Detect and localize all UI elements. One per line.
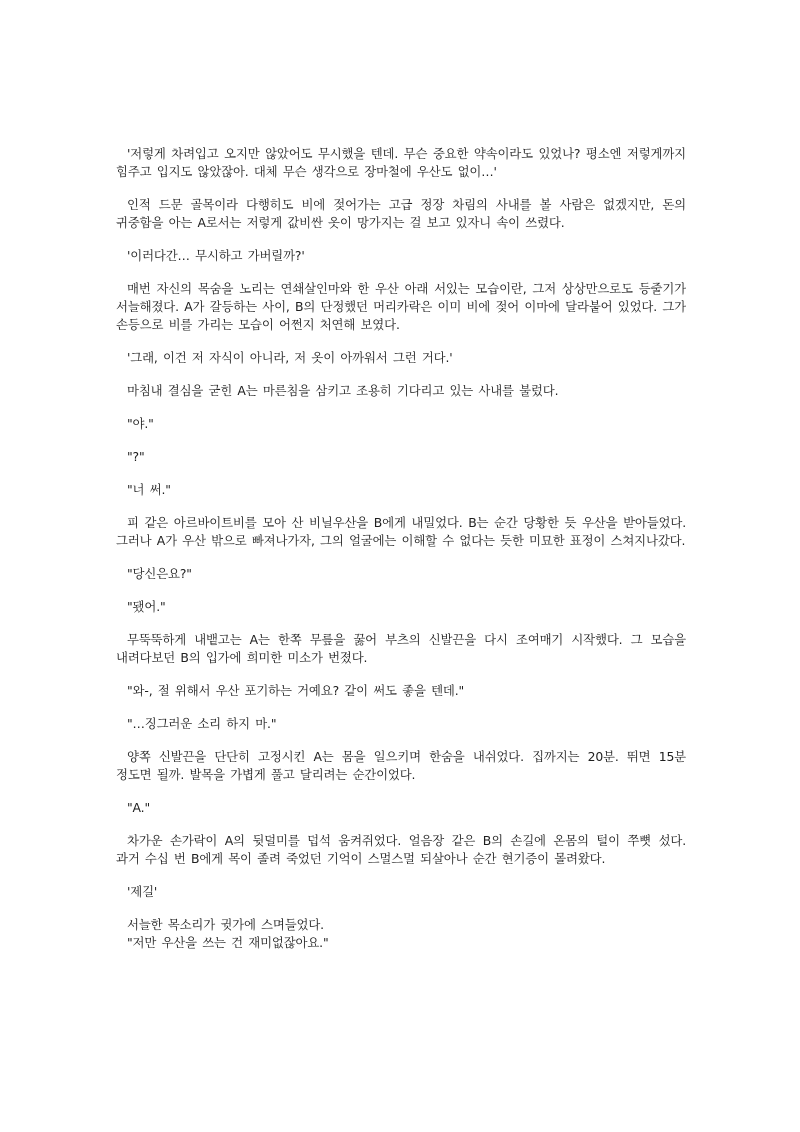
- paragraph-2: 인적 드문 골목이라 다행히도 비에 젖어가는 고급 정장 차림의 사내를 볼 사람은 없겠지만, 돈의 귀중함을 아는 A로서는 저렇게 값비싼 옷이 망가지는 걸 보고 있자니 속이 쓰렸다.: [116, 197, 686, 230]
- paragraph-7: "야.": [127, 416, 154, 431]
- paragraph-8: "?": [127, 449, 145, 464]
- paragraph-10: 피 같은 아르바이트비를 모아 산 비닐우산을 B에게 내밀었다. B는 순간 당황한 듯 우산을 받아들었다. 그러나 A가 우산 밖으로 빠져나가자, 그의 얼굴에는 이해할 수 없다는 듯한 미묘한 표정이 스쳐지나갔다.: [116, 515, 686, 548]
- paragraph-15: "…징그러운 소리 하지 마.": [127, 716, 277, 731]
- paragraph-17: "A.": [127, 800, 150, 815]
- paragraph-1: '저렇게 차려입고 오지만 않았어도 무시했을 텐데. 무슨 중요한 약속이라도 있었나? 평소엔 저렇게까지 힘주고 입지도 않았잖아. 대체 무슨 생각으로 장마철에 우산도 없이…': [116, 146, 686, 179]
- paragraph-14: "와-, 절 위해서 우산 포기하는 거예요? 같이 써도 좋을 텐데.": [127, 683, 465, 698]
- paragraph-5: '그래, 이건 저 자식이 아니라, 저 옷이 아까워서 그런 거다.': [127, 350, 453, 365]
- paragraph-19: '제길': [127, 884, 158, 899]
- paragraph-3: '이러다간… 무시하고 가버릴까?': [127, 248, 305, 263]
- paragraph-16: 양쪽 신발끈을 단단히 고정시킨 A는 몸을 일으키며 한숨을 내쉬었다. 집까지는 20분. 뛰면 15분 정도면 될까. 발목을 가볍게 풀고 달리려는 순간이었다.: [116, 749, 686, 782]
- paragraph-4: 매번 자신의 목숨을 노리는 연쇄살인마와 한 우산 아래 서있는 모습이란, 그저 상상만으로도 등줄기가 서늘해졌다. A가 갈등하는 사이, B의 단정했던 머리카락은 이미 비에 젖어 이마에 달라붙어 있었다. 그가 손등으로 비를 가리는 모습이 어쩐지 처연해 보였다.: [116, 281, 686, 332]
- paragraph-9: "너 써.": [127, 482, 171, 497]
- paragraph-20: 서늘한 목소리가 귓가에 스며들었다.: [127, 917, 324, 932]
- paragraph-21: "저만 우산을 쓰는 건 재미없잖아요.": [127, 935, 329, 950]
- paragraph-12: "됐어.": [127, 599, 166, 614]
- document-body: [116, 145, 686, 952]
- paragraph-13: 무뚝뚝하게 내뱉고는 A는 한쪽 무릎을 꿇어 부츠의 신발끈을 다시 조여매기 시작했다. 그 모습을 내려다보던 B의 입가에 희미한 미소가 번졌다.: [116, 632, 686, 665]
- paragraph-6: 마침내 결심을 굳힌 A는 마른침을 삼키고 조용히 기다리고 있는 사내를 불렀다.: [127, 383, 559, 398]
- paragraph-11: "당신은요?": [127, 566, 192, 581]
- paragraph-18: 차가운 손가락이 A의 뒷덜미를 덥석 움켜쥐었다. 얼음장 같은 B의 손길에 온몸의 털이 쭈뼛 섰다. 과거 수십 번 B에게 목이 졸려 죽었던 기억이 스멀스멀 되살아나 순간 현기증이 몰려왔다.: [116, 833, 686, 866]
